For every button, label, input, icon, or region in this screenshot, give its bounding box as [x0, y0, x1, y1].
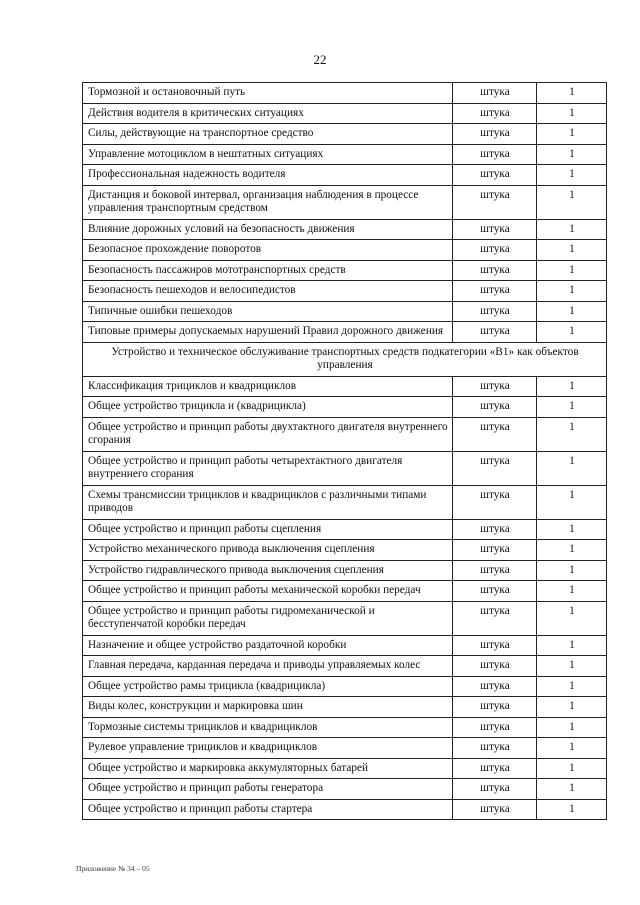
item-name-cell: Безопасное прохождение поворотов — [83, 240, 453, 261]
quantity-cell: 1 — [537, 799, 607, 820]
unit-cell: штука — [453, 779, 537, 800]
quantity-cell: 1 — [537, 717, 607, 738]
item-name-cell: Общее устройство и принцип работы генератора — [83, 779, 453, 800]
quantity-cell: 1 — [537, 376, 607, 397]
unit-cell: штука — [453, 281, 537, 302]
quantity-cell: 1 — [537, 124, 607, 145]
item-name-cell: Назначение и общее устройство раздаточной коробки — [83, 635, 453, 656]
table-section — [83, 342, 607, 376]
table-row — [83, 799, 607, 820]
unit-cell: штука — [453, 124, 537, 145]
item-name-cell: Общее устройство и принцип работы механической коробки передач — [83, 581, 453, 602]
section-title: Устройство и техническое обслуживание транспортных средств подкатегории «В1» как объектов управления — [83, 342, 607, 376]
unit-cell: штука — [453, 219, 537, 240]
table-row — [83, 124, 607, 145]
table-row — [83, 635, 607, 656]
unit-cell: штука — [453, 799, 537, 820]
equipment-table — [82, 82, 607, 820]
unit-cell: штука — [453, 165, 537, 186]
table-row — [83, 581, 607, 602]
quantity-cell: 1 — [537, 697, 607, 718]
table-row — [83, 322, 607, 343]
table-row — [83, 758, 607, 779]
table-row — [83, 540, 607, 561]
footer-note: Приложение № 34 – 05 — [76, 864, 150, 873]
item-name-cell: Управление мотоциклом в нештатных ситуациях — [83, 144, 453, 165]
quantity-cell: 1 — [537, 397, 607, 418]
item-name-cell: Профессиональная надежность водителя — [83, 165, 453, 186]
unit-cell: штука — [453, 485, 537, 519]
unit-cell: штука — [453, 144, 537, 165]
item-name-cell: Общее устройство и принцип работы стартера — [83, 799, 453, 820]
quantity-cell: 1 — [537, 738, 607, 759]
table-row — [83, 103, 607, 124]
item-name-cell: Классификация трициклов и квадрициклов — [83, 376, 453, 397]
quantity-cell: 1 — [537, 601, 607, 635]
quantity-cell: 1 — [537, 260, 607, 281]
quantity-cell: 1 — [537, 144, 607, 165]
item-name-cell: Виды колес, конструкции и маркировка шин — [83, 697, 453, 718]
unit-cell: штука — [453, 717, 537, 738]
quantity-cell: 1 — [537, 758, 607, 779]
quantity-cell: 1 — [537, 103, 607, 124]
item-name-cell: Схемы трансмиссии трициклов и квадрициклов с различными типами приводов — [83, 485, 453, 519]
quantity-cell: 1 — [537, 417, 607, 451]
table-row — [83, 485, 607, 519]
table-row — [83, 376, 607, 397]
table-row — [83, 717, 607, 738]
unit-cell: штука — [453, 635, 537, 656]
quantity-cell: 1 — [537, 676, 607, 697]
unit-cell: штука — [453, 185, 537, 219]
table-row — [83, 676, 607, 697]
item-name-cell: Силы, действующие на транспортное средство — [83, 124, 453, 145]
unit-cell: штука — [453, 83, 537, 104]
item-name-cell: Общее устройство и принцип работы двухтактного двигателя внутреннего сгорания — [83, 417, 453, 451]
table-row — [83, 260, 607, 281]
item-name-cell: Общее устройство и принцип работы гидромеханической и бесступенчатой коробки передач — [83, 601, 453, 635]
unit-cell: штука — [453, 103, 537, 124]
table-body-top — [83, 83, 607, 343]
item-name-cell: Общее устройство и маркировка аккумуляторных батарей — [83, 758, 453, 779]
item-name-cell: Рулевое управление трициклов и квадрициклов — [83, 738, 453, 759]
quantity-cell: 1 — [537, 635, 607, 656]
table-row — [83, 417, 607, 451]
quantity-cell: 1 — [537, 540, 607, 561]
item-name-cell: Общее устройство и принцип работы четырехтактного двигателя внутреннего сгорания — [83, 451, 453, 485]
unit-cell: штука — [453, 417, 537, 451]
unit-cell: штука — [453, 656, 537, 677]
table-row — [83, 281, 607, 302]
unit-cell: штука — [453, 397, 537, 418]
quantity-cell: 1 — [537, 185, 607, 219]
table-row — [83, 560, 607, 581]
item-name-cell: Безопасность пассажиров мототранспортных средств — [83, 260, 453, 281]
unit-cell: штука — [453, 322, 537, 343]
table-body-bottom — [83, 376, 607, 820]
quantity-cell: 1 — [537, 656, 607, 677]
quantity-cell: 1 — [537, 322, 607, 343]
unit-cell: штука — [453, 301, 537, 322]
quantity-cell: 1 — [537, 240, 607, 261]
quantity-cell: 1 — [537, 519, 607, 540]
unit-cell: штука — [453, 697, 537, 718]
quantity-cell: 1 — [537, 165, 607, 186]
item-name-cell: Общее устройство и принцип работы сцепления — [83, 519, 453, 540]
item-name-cell: Общее устройство трицикла и (квадрицикла) — [83, 397, 453, 418]
unit-cell: штука — [453, 519, 537, 540]
table-row — [83, 451, 607, 485]
quantity-cell: 1 — [537, 485, 607, 519]
quantity-cell: 1 — [537, 451, 607, 485]
quantity-cell: 1 — [537, 779, 607, 800]
table-row — [83, 240, 607, 261]
item-name-cell: Типичные ошибки пешеходов — [83, 301, 453, 322]
item-name-cell: Устройство гидравлического привода выключения сцепления — [83, 560, 453, 581]
unit-cell: штука — [453, 540, 537, 561]
quantity-cell: 1 — [537, 581, 607, 602]
page-number: 22 — [313, 52, 327, 67]
item-name-cell: Общее устройство рамы трицикла (квадрицикла) — [83, 676, 453, 697]
quantity-cell: 1 — [537, 281, 607, 302]
table-row — [83, 779, 607, 800]
item-name-cell: Тормозной и остановочный путь — [83, 83, 453, 104]
unit-cell: штука — [453, 581, 537, 602]
section-row — [83, 342, 607, 376]
quantity-cell: 1 — [537, 83, 607, 104]
table-row — [83, 601, 607, 635]
item-name-cell: Безопасность пешеходов и велосипедистов — [83, 281, 453, 302]
table-row — [83, 519, 607, 540]
table-row — [83, 697, 607, 718]
table-row — [83, 656, 607, 677]
table-row — [83, 397, 607, 418]
unit-cell: штука — [453, 560, 537, 581]
table-row — [83, 738, 607, 759]
quantity-cell: 1 — [537, 219, 607, 240]
table-row — [83, 83, 607, 104]
unit-cell: штука — [453, 601, 537, 635]
item-name-cell: Тормозные системы трициклов и квадрициклов — [83, 717, 453, 738]
item-name-cell: Устройство механического привода выключения сцепления — [83, 540, 453, 561]
table-row — [83, 185, 607, 219]
item-name-cell: Влияние дорожных условий на безопасность движения — [83, 219, 453, 240]
quantity-cell: 1 — [537, 560, 607, 581]
item-name-cell: Главная передача, карданная передача и приводы управляемых колес — [83, 656, 453, 677]
unit-cell: штука — [453, 758, 537, 779]
unit-cell: штука — [453, 260, 537, 281]
item-name-cell: Типовые примеры допускаемых нарушений Правил дорожного движения — [83, 322, 453, 343]
item-name-cell: Дистанция и боковой интервал, организация наблюдения в процессе управления транспортным средством — [83, 185, 453, 219]
table-row — [83, 165, 607, 186]
table-row — [83, 301, 607, 322]
item-name-cell: Действия водителя в критических ситуациях — [83, 103, 453, 124]
unit-cell: штука — [453, 676, 537, 697]
table-row — [83, 144, 607, 165]
unit-cell: штука — [453, 451, 537, 485]
quantity-cell: 1 — [537, 301, 607, 322]
unit-cell: штука — [453, 240, 537, 261]
unit-cell: штука — [453, 738, 537, 759]
table-row — [83, 219, 607, 240]
unit-cell: штука — [453, 376, 537, 397]
